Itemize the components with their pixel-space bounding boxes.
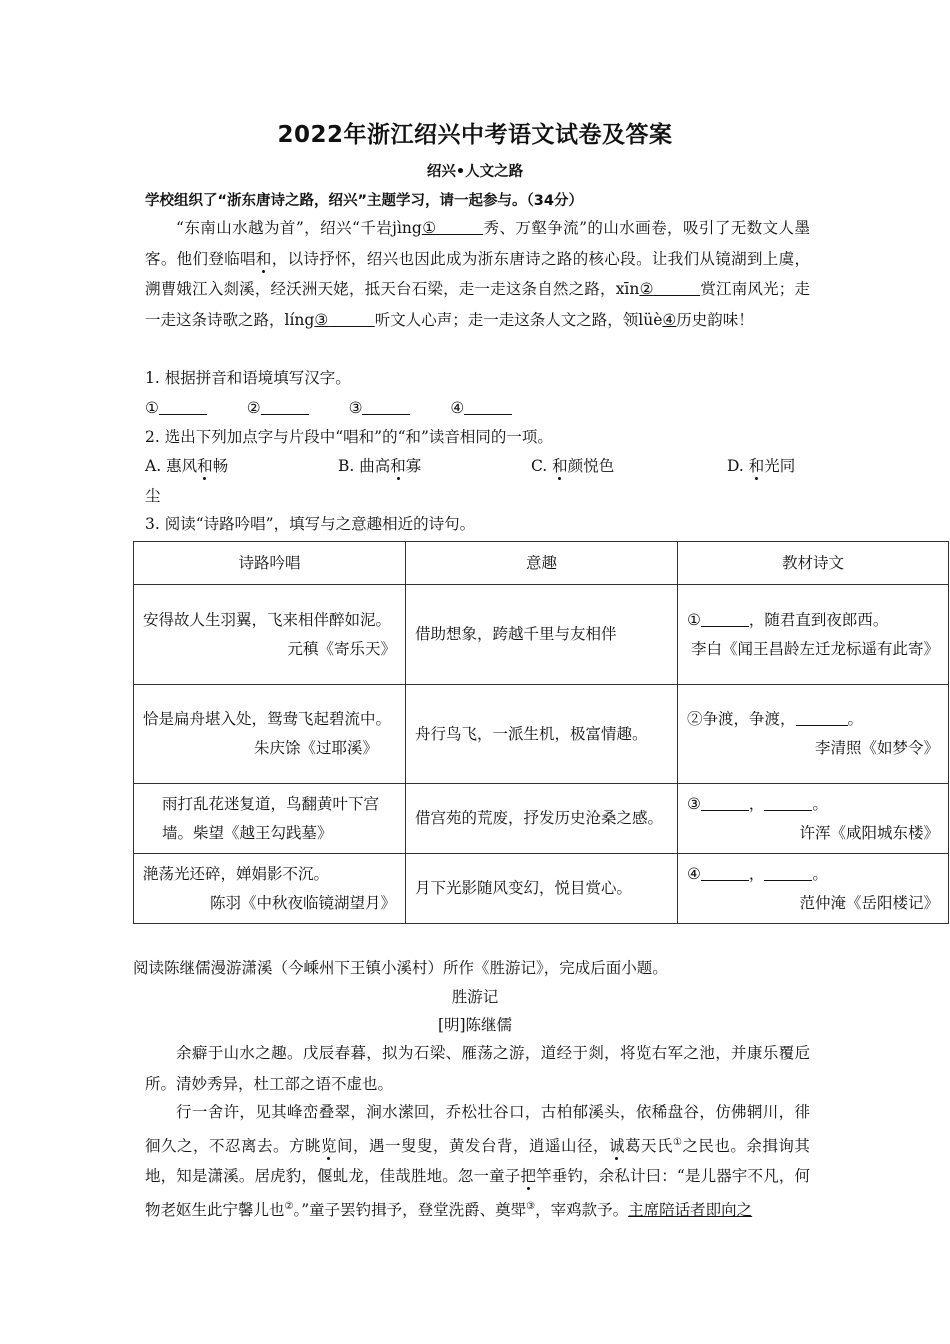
answer-line[interactable]: ① ，随君直到夜郎西。 [687,610,889,629]
answer-line[interactable]: ④ ， 。 [687,864,828,883]
section-subtitle: 绍兴•人文之路 [426,164,524,180]
option-d[interactable]: D. 和光同 [727,457,796,475]
poem-source: 元稹《寄乐天》 [287,639,396,658]
essay-paragraph-1: 余癖于山水之趣。戊辰春暮，拟为石梁、雁荡之游，道经于剡，将览右军之池，并康乐覆卮所。清妙秀异，杜工部之语不虚也。 [145,1044,810,1093]
poem-text: 滟荡光还碎，婵娟影不沉。 [143,864,330,883]
pinyin-hint: xīn [615,280,640,298]
underlined-sentence: 主席陪话者即向之 [628,1200,753,1219]
question-2: 2. 选出下列加点字与片段中“唱和”的“和”读音相同的一项。 [145,428,553,446]
poem-text: 雨打乱花迷复道，鸟翻黄叶下宫墙。柴望《越王勾践墓》 [134,784,406,854]
table-header: 意趣 [406,542,678,585]
essay-author: [明]陈继儒 [437,1016,513,1034]
meaning-cell: 借宫苑的荒废，抒发历史沧桑之感。 [406,784,678,854]
table-row [134,784,949,854]
document-title: 2022年浙江绍兴中考语文试卷及答案 [277,122,673,148]
table-header: 教材诗文 [678,542,949,585]
blank-4[interactable]: ④ [662,310,677,329]
poem-source: 朱庆馀《过耶溪》 [253,739,378,757]
footnote-marker: ② [284,1200,294,1212]
reading-lead: 阅读陈继儒漫游潇溪（今嵊州下王镇小溪村）所作《胜游记》，完成后面小题。 [133,959,668,977]
answer-source: 李清照《如梦令》 [814,739,939,757]
poem-table [133,541,949,924]
blank-1[interactable]: ① [421,219,437,237]
answer-source: 范仲淹《岳阳楼记》 [799,893,939,912]
answer-blank-3[interactable]: ③ [349,399,411,417]
poem-source: 陈羽《中秋夜临镜湖望月》 [209,893,396,912]
passage-text: 赏江南风光；走一走这条诗歌之路， [145,280,810,329]
passage-text: 历史韵味！ [676,310,754,329]
meaning-cell: 借助想象，跨越千里与友相伴 [406,585,678,685]
option-c[interactable]: C. 和颜悦色 [531,457,615,475]
meaning-cell: 月下光影随风变幻，悦目赏心。 [406,854,678,924]
passage-text: “东南山水越为首”，绍兴“千岩 [176,219,393,237]
essay-title: 胜游记 [451,988,499,1006]
answer-blank-2[interactable]: ② [247,399,309,417]
answer-source: 许浑《咸阳城东楼》 [799,823,939,842]
pinyin-hint: jìng [392,219,422,237]
footnote-marker: ① [672,1136,683,1148]
pinyin-hint: lüè [638,310,663,329]
table-header: 诗路吟唱 [134,542,406,585]
answer-source: 李白《闻王昌龄左迁龙标遥有此寄》 [690,639,939,658]
option-b[interactable]: B. 曲高和寡 [338,457,422,475]
blank-3[interactable]: ③ [314,310,329,329]
question-1: 1. 根据拼音和语境填写汉字。 [145,369,351,387]
answer-blank-1[interactable]: ① [145,399,207,417]
section-intro: 学校组织了“浙东唐诗之路，绍兴”主题学习，请一起参与。（34分） [145,193,583,209]
option-d-wrap: 尘 [145,487,161,505]
passage-text: 听文人心声；走一走这条人文之路，领 [374,310,639,329]
passage-text: ，以诗抒怀，绍兴也因此成为浙东唐诗之路的核心段。让我们从镜湖到上虞，溯曹娥江入剡溪，经沃洲天姥，抵天台石梁，走一走这条自然之路， [145,249,810,298]
poem-text: 恰是扁舟堪入处，鸳鸯飞起碧流中。 [143,710,392,728]
question-1-blanks [145,396,512,420]
answer-line[interactable]: ③ ， 。 [687,794,828,813]
footnote-marker: ③ [526,1200,536,1212]
blank-2[interactable]: ② [639,280,654,298]
table-header-row [134,542,949,585]
table-row [134,854,949,924]
dotted-char: 和 [255,249,272,268]
question-3: 3. 阅读“诗路吟唱”，填写与之意趣相近的诗句。 [145,515,476,533]
answer-line[interactable]: ②争渡，争渡， 。 [687,710,864,728]
passage-text: 秀、万壑争流”的山水画卷，吸引了无数文人墨客。他们登临唱 [145,219,810,268]
table-row [134,585,949,685]
pinyin-hint: líng [284,310,315,329]
meaning-cell: 舟行鸟飞，一派生机，极富情趣。 [406,685,678,784]
essay-paragraph-2: 行一舍许，见其峰峦叠翠，涧水潆回，乔松壮谷口，古柏郁溪头，依稀盘谷，仿佛辋川，徘徊久之，不忍离去。方眺览间，遇一叟叟，黄发台背，逍遥山径，诚葛天氏①之民也。余揖询其地，知是潇溪。居虎豹，偃虬龙，佳哉胜地。忽一童子把竿垂钓，余私计曰：“是儿器宇不凡，何物老妪生此宁馨儿也②。”童子罢钓揖予，登堂洗爵、奠斝③，宰鸡款予。主席陪话者即向之 [145,1103,810,1219]
poem-text: 安得故人生羽翼，飞来相伴醉如泥。 [143,610,392,629]
table-row [134,685,949,784]
answer-blank-4[interactable]: ④ [450,399,512,417]
passage-paragraph [145,213,810,335]
option-a[interactable]: A. 惠风和畅 [145,457,229,475]
